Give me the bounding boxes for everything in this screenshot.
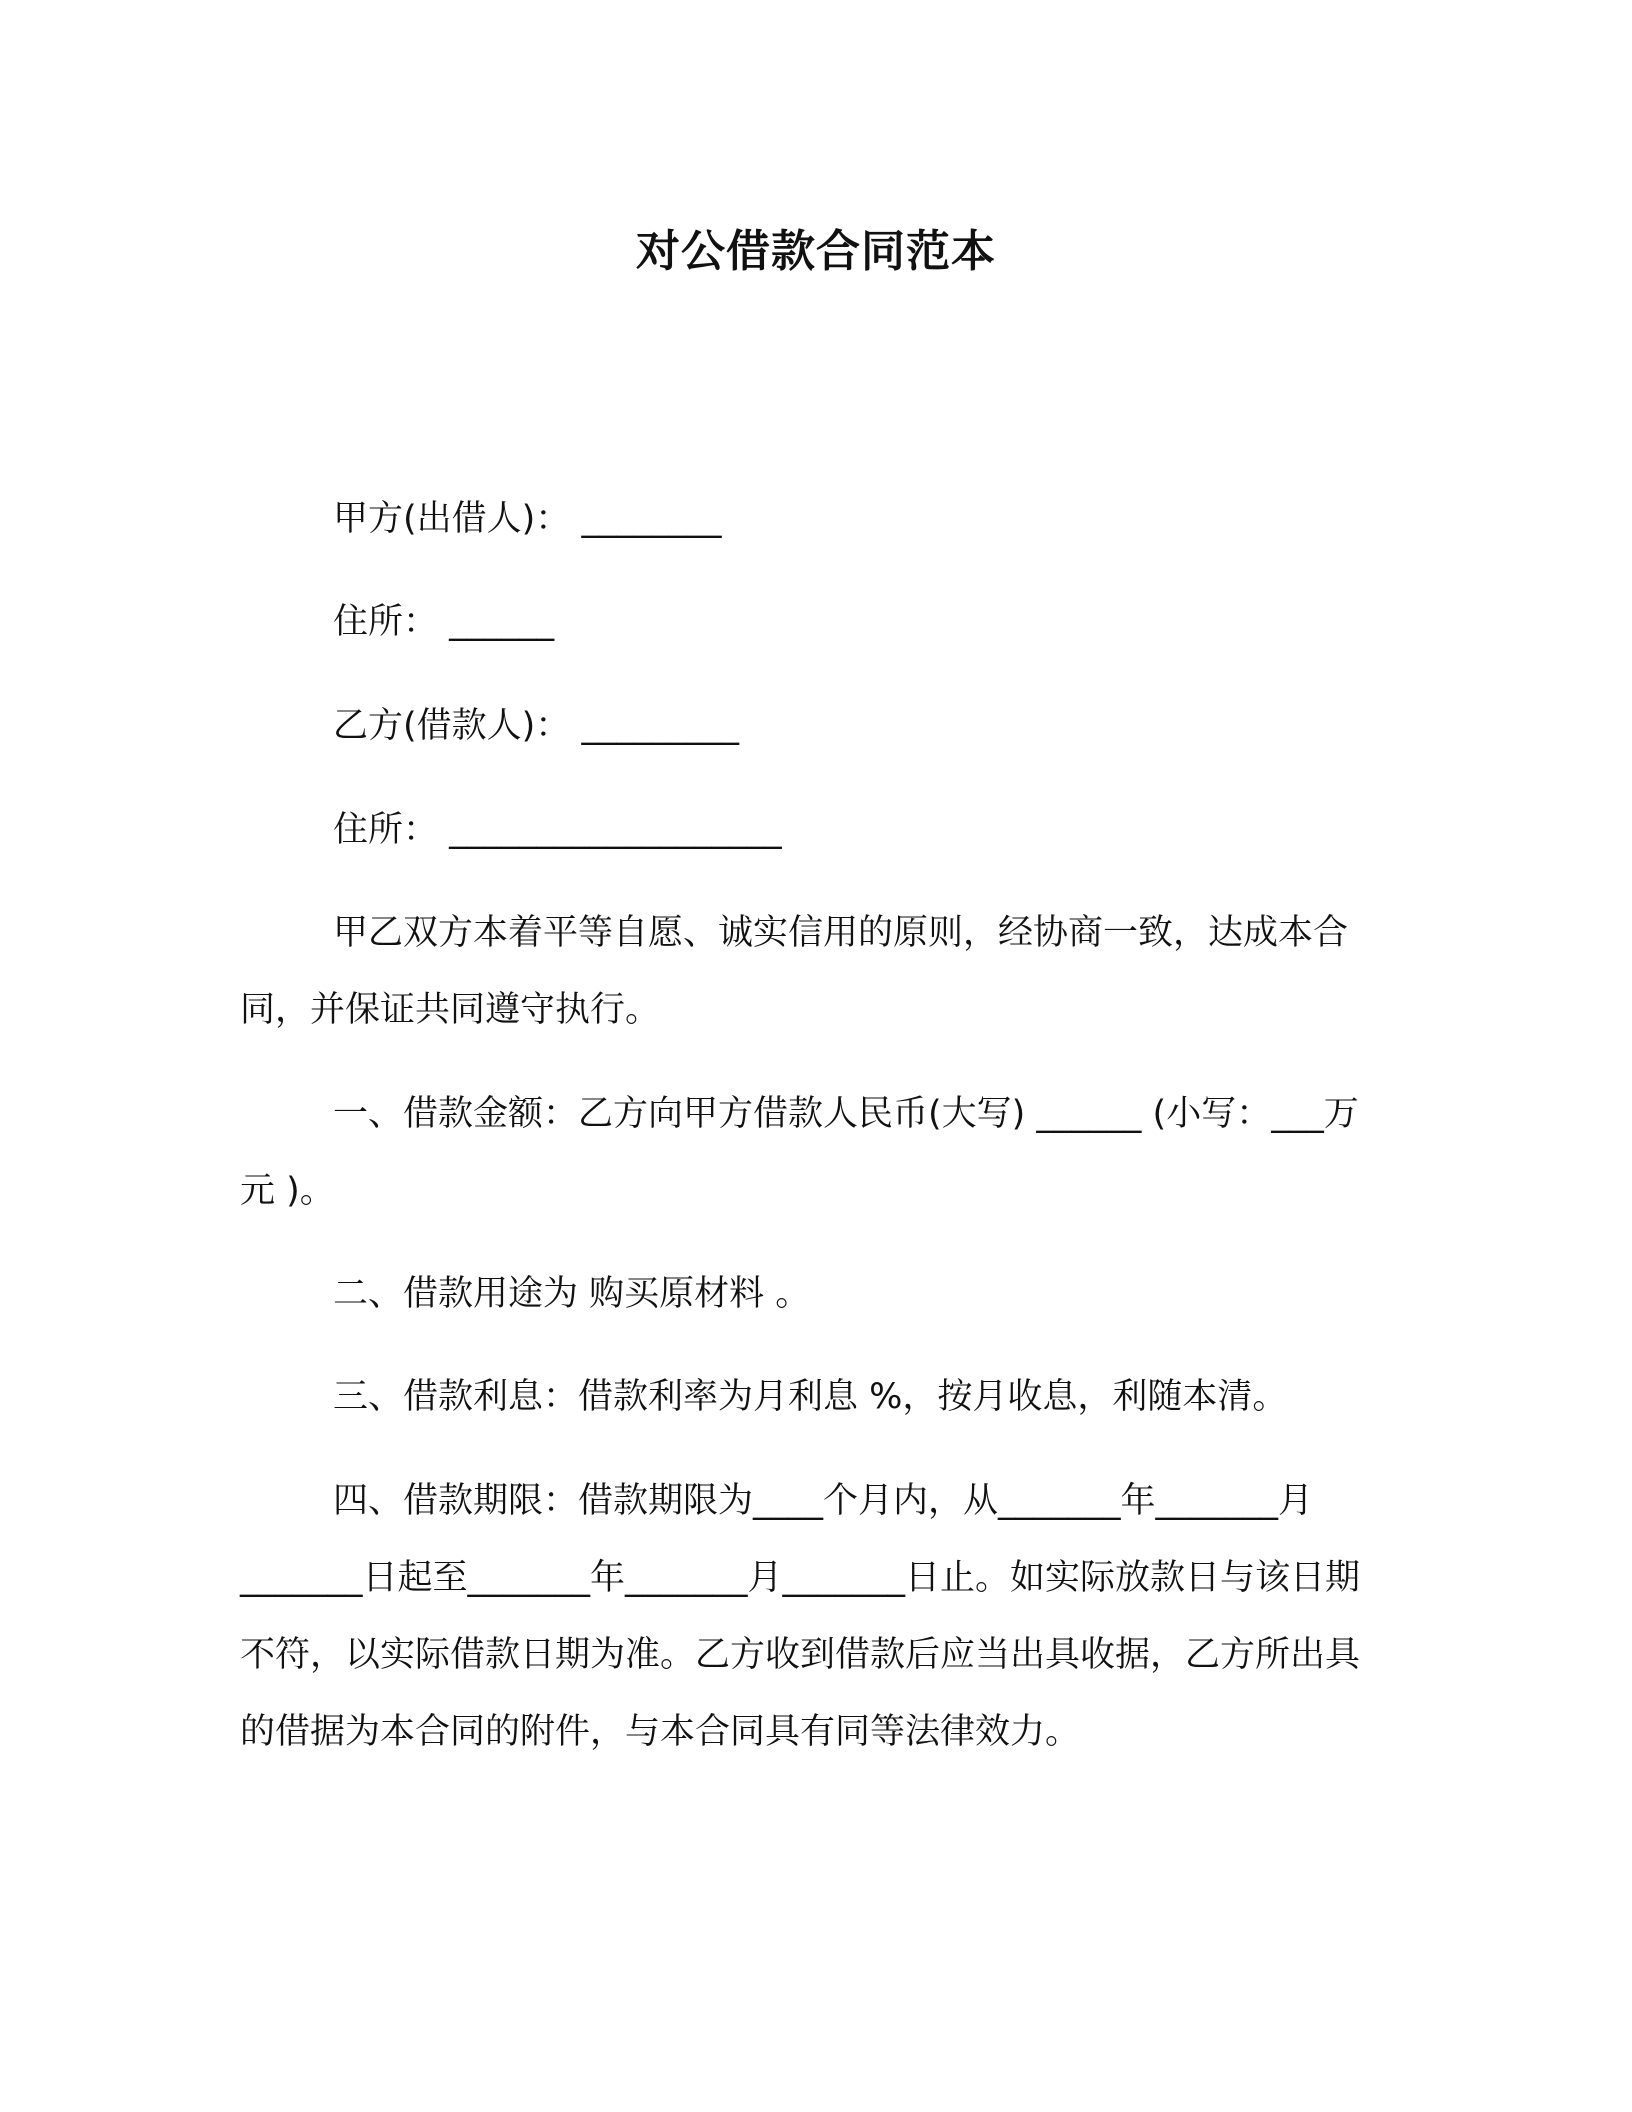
party-a-address-value: ______ bbox=[449, 602, 555, 642]
intro-text: 甲乙双方本着平等自愿、诚实信用的原则，经协商一致，达成本合同，并保证共同遵守执行。 bbox=[240, 913, 1349, 1030]
party-a-label: 甲方(出借人)： bbox=[333, 499, 571, 539]
party-a-line bbox=[333, 495, 721, 543]
clause-1-paragraph bbox=[240, 1076, 1392, 1230]
party-b-line bbox=[333, 702, 739, 750]
clause-2-paragraph bbox=[240, 1256, 1392, 1333]
party-b-value: _________ bbox=[581, 706, 739, 746]
party-a-address-line bbox=[333, 598, 554, 646]
party-b-address-value: ___________________ bbox=[449, 810, 782, 850]
party-a-address-label: 住所： bbox=[333, 602, 439, 642]
clause-4-text: 四、借款期限：借款期限为____个月内，从_______年_______月_______日起至_______年_______月_______日止。如实际放款日与该日期不符，以实际借款日期为准。乙方收到借款后应当出具收据，乙方所出具的借据为本合同的附件，与本合同具有同等法律效力。 bbox=[240, 1481, 1361, 1752]
clause-3-text: 三、借款利息：借款利率为月利息 %，按月收息，利随本清。 bbox=[333, 1377, 1288, 1417]
party-a-value: ________ bbox=[581, 499, 722, 539]
party-b-label: 乙方(借款人)： bbox=[333, 706, 571, 746]
clause-3-paragraph bbox=[240, 1359, 1392, 1436]
intro-paragraph bbox=[240, 895, 1392, 1049]
party-b-address-line bbox=[333, 806, 782, 854]
clause-4-paragraph bbox=[240, 1463, 1392, 1771]
document-title: 对公借款合同范本 bbox=[636, 226, 996, 277]
clause-1-text: 一、借款金额：乙方向甲方借款人民币(大写) ______ (小写：___万元 )。 bbox=[240, 1094, 1359, 1211]
party-b-address-label: 住所： bbox=[333, 810, 439, 850]
clause-2-text: 二、借款用途为 购买原材料 。 bbox=[333, 1274, 811, 1314]
